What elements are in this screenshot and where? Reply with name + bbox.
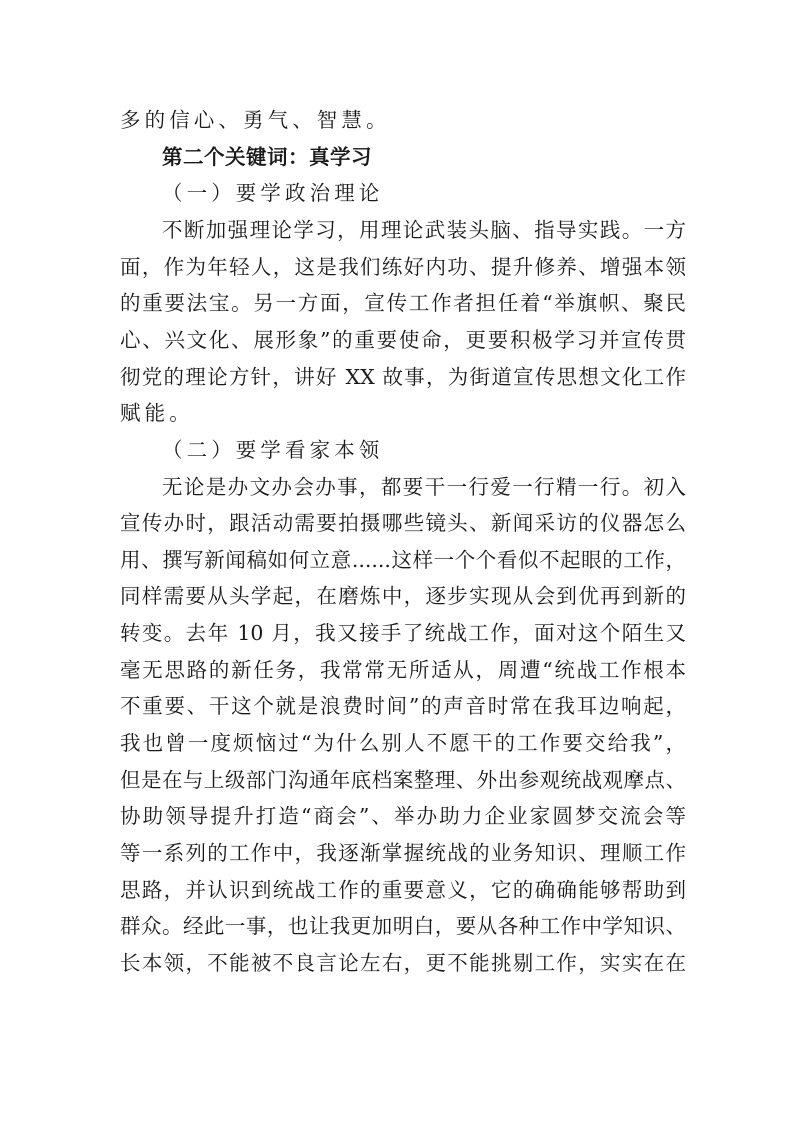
paragraph-line: 同样需要从头学起，在磨炼中，逐步实现从会到优再到新的 (120, 584, 686, 609)
paragraph-line: 转变。去年 10 月，我又接手了统战工作，面对这个陌生又 (120, 621, 686, 646)
paragraph-line: 毫无思路的新任务，我常常无所适从，周遭“统战工作根本 (120, 657, 686, 682)
paragraph-line: 协助领导提升打造“商会”、举办助力企业家圆梦交流会等 (120, 804, 686, 829)
paragraph-line: 面，作为年轻人，这是我们练好内功、提升修养、增强本领 (120, 254, 686, 279)
paragraph-line: 宣传办时，跟活动需要拍摄哪些镜头、新闻采访的仪器怎么 (120, 511, 686, 536)
paragraph-line: 不断加强理论学习，用理论武装头脑、指导实践。一方 (162, 217, 686, 242)
paragraph-line: 的重要法宝。另一方面，宣传工作者担任着“举旗帜、聚民 (120, 291, 686, 316)
paragraph-line: 思路，并认识到统战工作的重要意义，它的确确能够帮助到 (120, 877, 686, 902)
paragraph-line: 等一系列的工作中，我逐渐掌握统战的业务知识、理顺工作 (120, 841, 686, 865)
text-line: 多的信心、勇气、智慧。 (120, 108, 391, 132)
section-heading: 第二个关键词：真学习 (162, 144, 372, 169)
subsection-heading: （一）要学政治理论 (162, 181, 384, 206)
subsection-heading: （二）要学看家本领 (162, 437, 384, 462)
paragraph-line: 彻党的理论方针，讲好 XX 故事，为街道宣传思想文化工作 (120, 364, 686, 389)
paragraph-line: 但是在与上级部门沟通年底档案整理、外出参观统战观摩点、 (120, 767, 686, 792)
paragraph-line: 用、撰写新闻稿如何立意......这样一个个看似不起眼的工作， (120, 547, 686, 572)
paragraph-line: 无论是办文办会办事，都要干一行爱一行精一行。初入 (162, 474, 686, 499)
paragraph-line: 心、兴文化、展形象”的重要使命，更要积极学习并宣传贯 (120, 327, 686, 352)
paragraph-line: 我也曾一度烦恼过“为什么别人不愿干的工作要交给我”， (120, 731, 686, 756)
paragraph-line: 不重要、干这个就是浪费时间”的声音时常在我耳边响起， (120, 694, 686, 719)
paragraph-line: 长本领，不能被不良言论左右，更不能挑剔工作，实实在在 (120, 950, 686, 975)
paragraph-line: 赋能。 (120, 401, 194, 426)
paragraph-line: 群众。经此一事，也让我更加明白，要从各种工作中学知识、 (120, 914, 686, 939)
